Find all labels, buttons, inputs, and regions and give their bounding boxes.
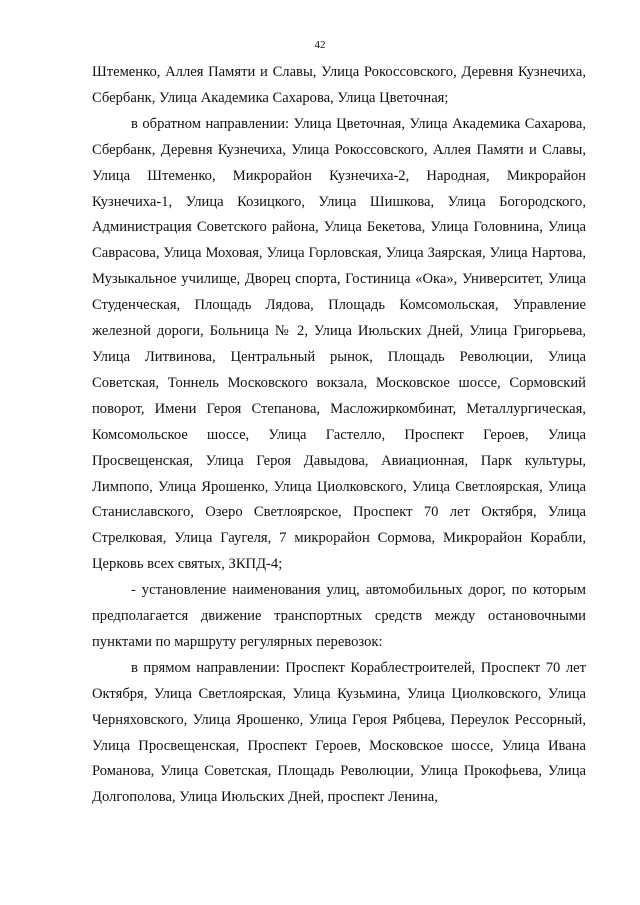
paragraph-forward-direction: в прямом направлении: Проспект Кораблестроителей, Проспект 70 лет Октября, Улица Светлоярская, Улица Кузьмина, Улица Циолковского, Улица Черняховского, Улица Ярошенко, Улица Героя Рябцева, Переулок Рессорный, Улица Просвещенская, Проспект Героев, Московское шоссе, Улица Ивана Романова, Улица Советская, Площадь Революции, Улица Прокофьева, Улица Долгополова, Улица Июльских Дней, проспект Ленина, [92,659,586,806]
paragraph-continuation: Штеменко, Аллея Памяти и Славы, Улица Рокоссовского, Деревня Кузнечиха, Сбербанк, Улица Академика Сахарова, Улица Цветочная; [92,64,586,106]
page-number: 42 [314,39,326,51]
paragraph-street-names-item: - установление наименования улиц, автомобильных дорог, по которым предполагается движение транспортных средств между остановочными пунктами по маршруту регулярных перевозок: [92,582,586,650]
paragraph-reverse-direction: в обратном направлении: Улица Цветочная, Улица Академика Сахарова, Сбербанк, Деревня Кузнечиха, Улица Рокоссовского, Аллея Памяти и Славы, Улица Штеменко, Микрорайон Кузнечиха-2, Народная, Микрорайон Кузнечиха-1, Улица Козицкого, Улица Шишкова, Улица Богородского, Администрация Советского района, Улица Бекетова, Улица Головнина, Улица Саврасова, Улица Моховая, Улица Горловская, Улица Заярская, Улица Нартова, Музыкальное училище, Дворец спорта, Гостиница «Ока», Университет, Улица Студенческая, Площадь Лядова, Площадь Комсомольская, Управление железной дороги, Больница № 2, Улица Июльских Дней, Улица Григорьева, Улица Литвинова, Центральный рынок, Площадь Революции, Улица Советская, Тоннель Московского вокзала, Московское шоссе, Сормовский поворот, Имени Героя Степанова, Масложиркомбинат, Металлургическая, Комсомольское шоссе, Улица Гастелло, Проспект Героев, Улица Просвещенская, Улица Героя Давыдова, Авиационная, Парк культуры, Лимпопо, Улица Ярошенко, Улица Циолковского, Улица Светлоярская, Улица Станиславского, Озеро Светлоярское, Проспект 70 лет Октября, Улица Стрелковая, Улица Гаугеля, 7 микрорайон Сормова, Микрорайон Корабли, Церковь всех святых, ЗКПД-4; [92,115,586,573]
document-body [92,60,586,811]
